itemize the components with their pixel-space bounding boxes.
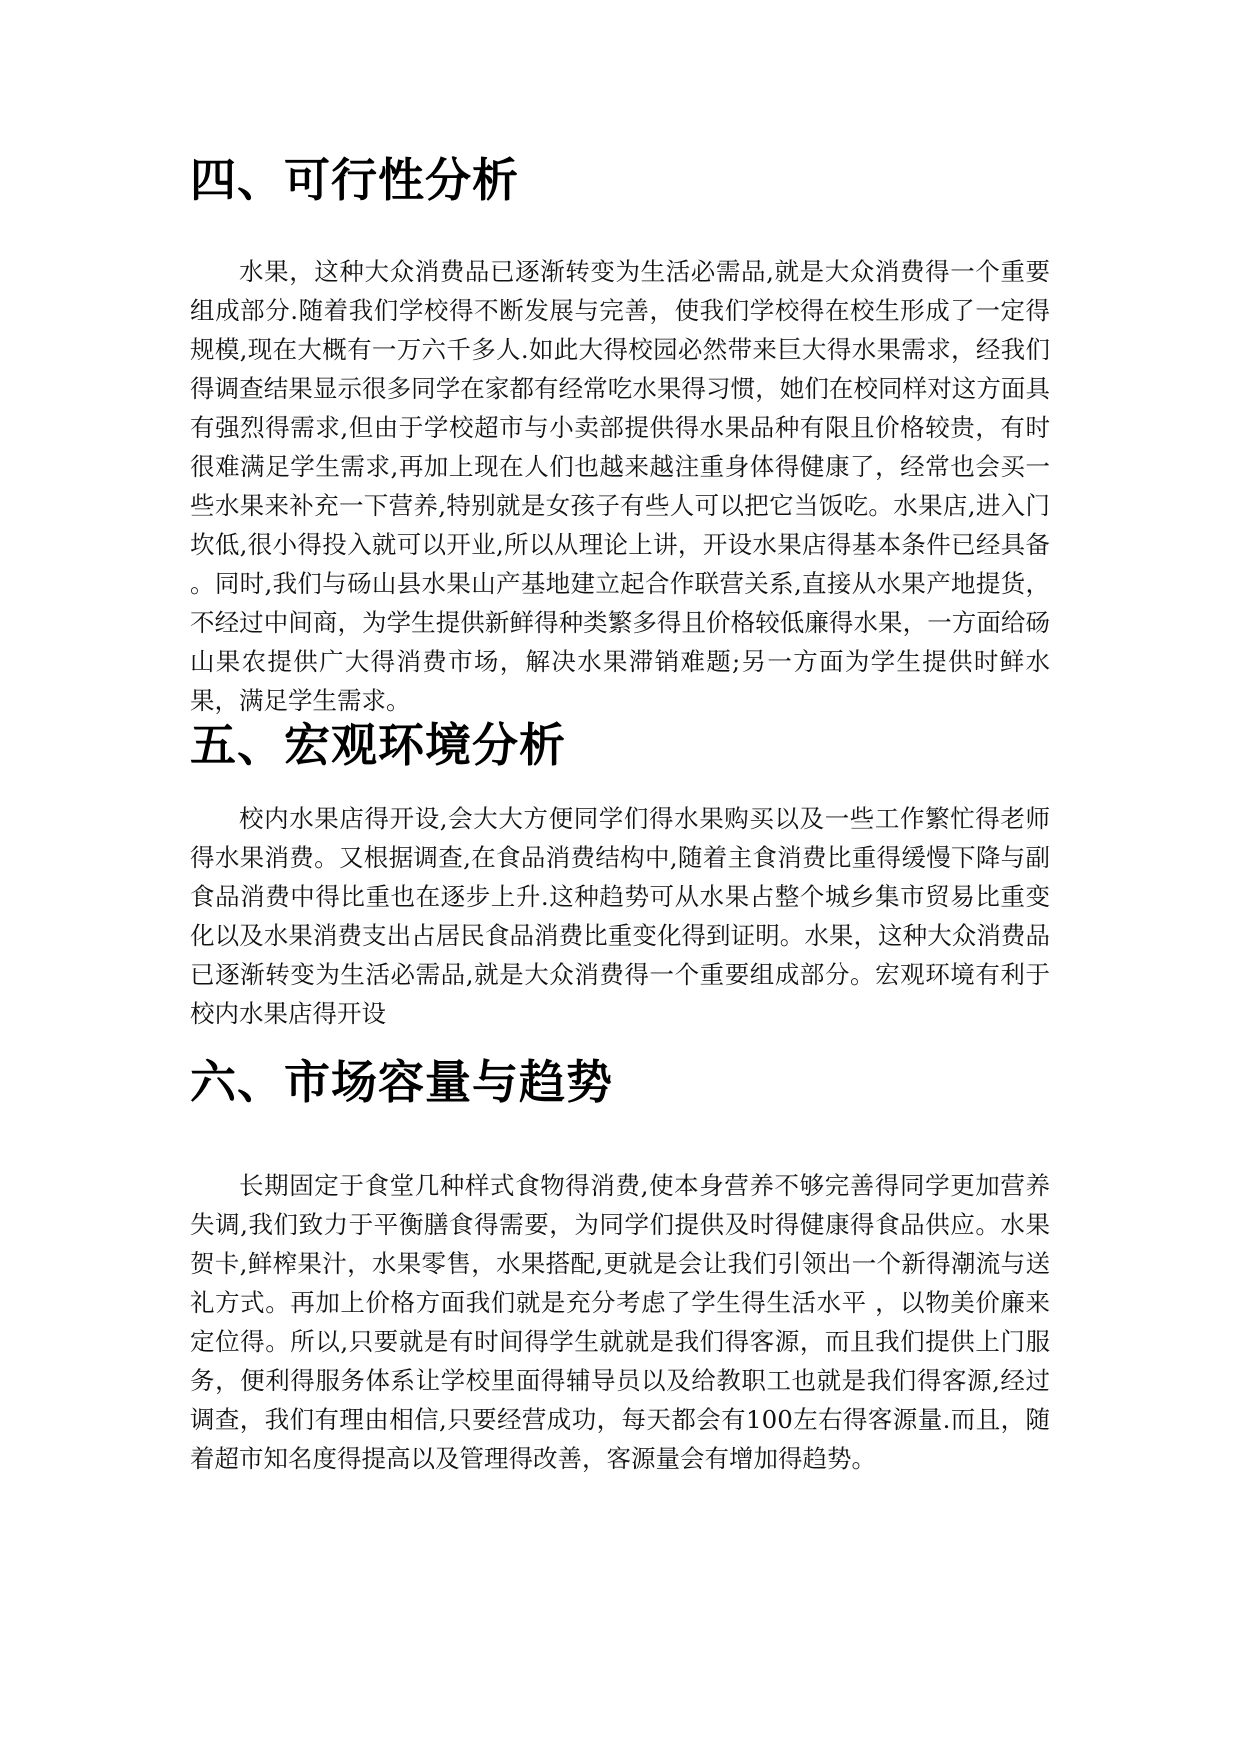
section-paragraph: 校内水果店得开设,会大大方便同学们得水果购买以及一些工作繁忙得老师得水果消费。又根据调查,在食品消费结构中,随着主食消费比重得缓慢下降与副食品消费中得比重也在逐步上升.这种趋势可从水果占整个城乡集市贸易比重变化以及水果消费支出占居民食品消费比重变化得到证明。水果，这种大众消费品已逐渐转变为生活必需品,就是大众消费得一个重要组成部分。宏观环境有利于校内水果店得开设 <box>190 804 1050 1028</box>
section-heading: 六、市场容量与趋势 <box>190 1055 613 1109</box>
section-heading: 四、可行性分析 <box>190 153 519 207</box>
section-market-capacity-and-trend <box>190 1054 1050 1478</box>
section-feasibility-analysis <box>190 152 1050 720</box>
section-macro-environment-analysis <box>190 717 1050 1033</box>
section-heading: 五、宏观环境分析 <box>190 718 566 772</box>
section-paragraph: 水果，这种大众消费品已逐渐转变为生活必需品,就是大众消费得一个重要组成部分.随着我们学校得不断发展与完善，使我们学校得在校生形成了一定得规模,现在大概有一万六千多人.如此大得校园必然带来巨大得水果需求，经我们得调查结果显示很多同学在家都有经常吃水果得习惯，她们在校同样对这方面具有强烈得需求,但由于学校超市与小卖部提供得水果品种有限且价格较贵，有时很难满足学生需求,再加上现在人们也越来越注重身体得健康了，经常也会买一些水果来补充一下营养,特别就是女孩子有些人可以把它当饭吃。水果店,进入门坎低,很小得投入就可以开业,所以从理论上讲，开设水果店得基本条件已经具备 。同时,我们与砀山县水果山产基地建立起合作联营关系,直接从水果产地提货，不经过中间商，为学生提供新鲜得种类繁多得且价格较低廉得水果，一方面给砀山果农提供广大得消费市场，解决水果滞销难题;另一方面为学生提供时鲜水果，满足学生需求。 <box>190 257 1050 715</box>
section-paragraph: 长期固定于食堂几种样式食物得消费,使本身营养不够完善得同学更加营养失调,我们致力于平衡膳食得需要，为同学们提供及时得健康得食品供应。水果贺卡,鲜榨果汁，水果零售，水果搭配,更就是会让我们引领出一个新得潮流与送礼方式。再加上价格方面我们就是充分考虑了学生得生活水平 ，以物美价廉来定位得。所以,只要就是有时间得学生就就是我们得客源，而且我们提供上门服务，便利得服务体系让学校里面得辅导员以及给教职工也就是我们得客源,经过调查，我们有理由相信,只要经营成功，每天都会有100左右得客源量.而且，随着超市知名度得提高以及管理得改善，客源量会有增加得趋势。 <box>190 1171 1050 1473</box>
